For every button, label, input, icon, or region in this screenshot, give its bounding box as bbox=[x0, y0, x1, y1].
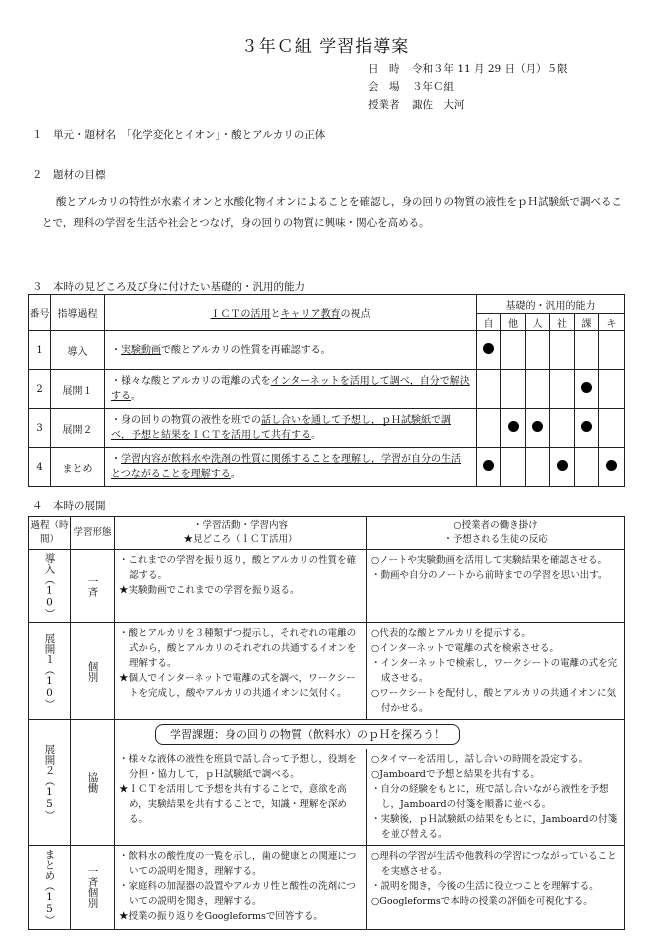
flow-stage-label: 展開１（10） bbox=[43, 632, 56, 710]
teacher-label: 授業者 bbox=[368, 99, 400, 111]
support-item: ・説明を聞き，今後の生活に役立つことを理解する。 bbox=[371, 881, 599, 892]
ability-cell bbox=[526, 331, 550, 370]
support-item: ・インターネットで検索し，ワークシートの電離の式を完成させる。 bbox=[371, 658, 618, 684]
row-number: 4 bbox=[29, 448, 51, 487]
flow-mode-label: 一斉個別 bbox=[86, 866, 99, 909]
ability-cell bbox=[550, 370, 575, 409]
ability-cell bbox=[477, 409, 501, 448]
row-process: 展開１ bbox=[51, 370, 105, 409]
row-viewpoint bbox=[105, 331, 477, 370]
ability-mark-icon bbox=[557, 460, 568, 471]
support-item: ○タイマーを活用し，話し合いの時間を設定する。 bbox=[371, 754, 589, 765]
viewpoint-underlined: インターネットを活用して調べ，自分で解決する bbox=[111, 376, 470, 402]
activity-item: ★ＩＣＴを活用して予想を共有することで，意欲を高め，実験結果を共有することで，知識・理解を深める。 bbox=[119, 784, 347, 825]
col-activity-header: ・学習活動・学習内容 ★見どころ（ＩＣＴ活用） bbox=[115, 517, 367, 550]
section4-heading: ４ 本時の展開 bbox=[32, 500, 106, 512]
ability-cell bbox=[526, 409, 550, 448]
row-viewpoint bbox=[105, 409, 477, 448]
row-process: まとめ bbox=[51, 448, 105, 487]
flow-activity bbox=[115, 550, 367, 623]
ability-row bbox=[29, 331, 625, 370]
ability-cell bbox=[501, 331, 526, 370]
date-value: 令和３年 11 月 29 日（月）５限 bbox=[412, 63, 568, 75]
row-number: 2 bbox=[29, 370, 51, 409]
learning-task-box: 学習課題：身の回りの物質（飲料水）のｐＨを探ろう！ bbox=[155, 724, 460, 745]
ability-cell bbox=[575, 370, 599, 409]
ability-cell bbox=[477, 370, 501, 409]
venue-label: 会 場 bbox=[368, 81, 400, 93]
viewpoint-text: ・身の回りの物質の液性を班での bbox=[111, 415, 261, 426]
flow-activity bbox=[115, 846, 367, 930]
ability-label: 社 bbox=[550, 314, 575, 331]
col-stage-header: 過程（時間） bbox=[29, 517, 71, 550]
lesson-meta bbox=[368, 60, 568, 114]
row-process: 展開２ bbox=[51, 409, 105, 448]
page-title: ３年Ｃ組 学習指導案 bbox=[240, 37, 410, 57]
activity-item: ★個人でインターネットで電離の式を調べ，ワークシートを完成し，酸やアルカリの共通イオンに気付く。 bbox=[119, 673, 356, 699]
abilities-table bbox=[28, 294, 625, 487]
ability-cell bbox=[477, 448, 501, 487]
ability-cell bbox=[501, 409, 526, 448]
flow-stage-label: まとめ（15） bbox=[43, 849, 56, 926]
flow-stage bbox=[29, 550, 71, 623]
ability-row bbox=[29, 448, 625, 487]
col-mode-header: 学習形態 bbox=[71, 517, 115, 550]
ability-cell bbox=[575, 409, 599, 448]
support-item: ○理科の学習が生活や他教科の学習につながっていることを実感させる。 bbox=[371, 851, 617, 877]
flow-row bbox=[29, 550, 625, 623]
viewpoint-underlined: 話し合いを通して予想し，ｐＨ試験紙で調べ，予想と結果をＩＣＴを活用して共有する bbox=[111, 415, 451, 441]
viewpoint-text: ・ bbox=[111, 454, 121, 465]
viewpoint-text: 。 bbox=[230, 469, 241, 480]
ability-mark-icon bbox=[508, 421, 519, 432]
viewpoint-text: ・様々な酸とアルカリの電離の式を bbox=[111, 376, 271, 387]
ability-label: 課 bbox=[575, 314, 599, 331]
ability-cell bbox=[501, 448, 526, 487]
support-item: ○ワークシートを配付し，酸とアルカリの共通イオンに気付かせる。 bbox=[371, 688, 617, 714]
activity-item: ・これまでの学習を振り返り，酸とアルカリの性質を確認する。 bbox=[119, 555, 357, 581]
viewpoint-underlined: 実験動画 bbox=[121, 344, 161, 356]
viewpoint-text: 。 bbox=[311, 430, 321, 441]
ability-cell bbox=[575, 331, 599, 370]
support-item: ・動画や自分のノートから前時までの学習を思い出す。 bbox=[371, 570, 608, 581]
ability-cell bbox=[501, 370, 526, 409]
activity-item: ★実験動画でこれまでの学習を振り返る。 bbox=[119, 585, 300, 596]
ability-row bbox=[29, 409, 625, 448]
section3-heading: ３ 本時の見どころ及び身に付けたい基礎的・汎用的能力 bbox=[32, 281, 305, 293]
flow-stage-label: 導入（10） bbox=[43, 553, 56, 619]
ability-cell bbox=[599, 331, 625, 370]
venue-value: ３年Ｃ組 bbox=[412, 81, 454, 93]
lesson-flow-body bbox=[29, 550, 625, 930]
row-number: 3 bbox=[29, 409, 51, 448]
flow-support bbox=[367, 749, 625, 846]
support-item: ○ノートや実験動画を活用して実験結果を確認させる。 bbox=[371, 555, 608, 566]
flow-mode bbox=[71, 720, 115, 846]
task-cell bbox=[115, 720, 625, 750]
task-row bbox=[29, 720, 625, 750]
date-label: 日 時 bbox=[368, 63, 400, 75]
support-item: ・自分の経験をもとに，班で話し合いながら液性を予想し，Jamboardの付箋を順番に並べる。 bbox=[371, 784, 609, 810]
teacher-value: 諏佐 大河 bbox=[412, 99, 465, 111]
support-item: ○Googleformsで本時の授業の評価を可視化する。 bbox=[371, 896, 593, 907]
support-item: ○代表的な酸とアルカリを提示する。 bbox=[371, 628, 531, 639]
flow-support bbox=[367, 846, 625, 930]
col-abilities-header: 基礎的・汎用的能力 bbox=[477, 295, 625, 314]
activity-item: ・酸とアルカリを３種類ずつ提示し，それぞれの電離の式から，酸とアルカリのそれぞれの共通するイオンを理解する。 bbox=[119, 628, 357, 669]
flow-mode bbox=[71, 846, 115, 930]
flow-stage bbox=[29, 846, 71, 930]
ability-mark-icon bbox=[483, 343, 494, 354]
activity-item: ・飲料水の酸性度の一覧を示し，歯の健康との関連についての説明を聞き，理解する。 bbox=[119, 851, 357, 877]
flow-stage-label: 展開２（15） bbox=[43, 744, 56, 821]
ability-cell bbox=[550, 409, 575, 448]
viewpoint-underlined: 学習内容が飲料水や洗剤の性質に関係することを理解し，学習が自分の生活とつながることを理解する bbox=[111, 454, 461, 480]
row-viewpoint bbox=[105, 370, 477, 409]
ability-mark-icon bbox=[581, 382, 592, 393]
support-item: ○Jamboardで予想と結果を共有する。 bbox=[371, 769, 540, 780]
ability-cell bbox=[550, 448, 575, 487]
flow-support bbox=[367, 623, 625, 720]
support-item: ○インターネットで電離の式を検索させる。 bbox=[371, 643, 559, 654]
flow-row bbox=[29, 846, 625, 930]
col-view-header: ＩＣＴの活用とキャリア教育の視点 bbox=[105, 295, 477, 331]
support-item: ・実験後，ｐＨ試験紙の結果をもとに，Jamboardの付箋を並び替える。 bbox=[371, 814, 618, 840]
activity-item: ・様々な液体の液性を班員で話し合って予想し，役割を分担・協力して，ｐＨ試験紙で調べる。 bbox=[119, 754, 357, 780]
unit-title: １ 単元・題材名 「化学変化とイオン」・酸とアルカリの正体 bbox=[32, 129, 326, 141]
ability-cell bbox=[526, 370, 550, 409]
ability-label: 自 bbox=[477, 314, 501, 331]
abilities-body bbox=[29, 331, 625, 487]
flow-mode-label: 一斉 bbox=[86, 575, 99, 597]
ability-cell bbox=[599, 409, 625, 448]
col-process-header: 指導過程 bbox=[51, 295, 105, 331]
flow-stage bbox=[29, 623, 71, 720]
row-viewpoint bbox=[105, 448, 477, 487]
ability-label: 他 bbox=[501, 314, 526, 331]
viewpoint-text: ・ bbox=[111, 344, 121, 356]
ability-mark-icon bbox=[483, 460, 494, 471]
activity-item: ★授業の振り返りをGoogleformsで回答する。 bbox=[119, 911, 323, 922]
goal-body: 酸とアルカリの特性が水素イオンと水酸化物イオンによることを確認し，身の回りの物質の液性をｐＨ試験紙で調べることで，理科の学習を生活や社会とつなげ，身の回りの物質に興味・関心を高める。 bbox=[42, 196, 622, 229]
goal-heading: ２ 題材の目標 bbox=[32, 169, 106, 181]
ability-mark-icon bbox=[532, 421, 543, 432]
flow-mode bbox=[71, 623, 115, 720]
flow-activity bbox=[115, 749, 367, 846]
activity-item: ・家庭科の加湿器の設置やアルカリ性と酸性の洗剤についての説明を聞き，理解する。 bbox=[119, 881, 356, 907]
ability-mark-icon bbox=[606, 460, 617, 471]
col-support-header: ○授業者の働き掛け ・予想される生徒の反応 bbox=[367, 517, 625, 550]
viewpoint-text: で酸とアルカリの性質を再確認する。 bbox=[161, 344, 331, 356]
flow-stage bbox=[29, 720, 71, 846]
ability-cell bbox=[526, 448, 550, 487]
flow-row bbox=[29, 623, 625, 720]
ability-row bbox=[29, 370, 625, 409]
flow-activity bbox=[115, 623, 367, 720]
flow-mode-label: 個別 bbox=[86, 660, 99, 682]
col-no-header: 番号 bbox=[29, 295, 51, 331]
ability-mark-icon bbox=[581, 421, 592, 432]
ability-cell bbox=[599, 448, 625, 487]
viewpoint-text: 。 bbox=[131, 391, 141, 402]
ability-cell bbox=[550, 331, 575, 370]
ability-cell bbox=[599, 370, 625, 409]
lesson-flow-table bbox=[28, 516, 625, 930]
ability-label: キ bbox=[599, 314, 625, 331]
flow-row bbox=[29, 749, 625, 846]
ability-cell bbox=[575, 448, 599, 487]
ability-cell bbox=[477, 331, 501, 370]
flow-mode-label: 協働 bbox=[86, 772, 99, 793]
flow-support bbox=[367, 550, 625, 623]
row-number: 1 bbox=[29, 331, 51, 370]
ability-label: 人 bbox=[526, 314, 550, 331]
flow-mode bbox=[71, 550, 115, 623]
row-process: 導入 bbox=[51, 331, 105, 370]
